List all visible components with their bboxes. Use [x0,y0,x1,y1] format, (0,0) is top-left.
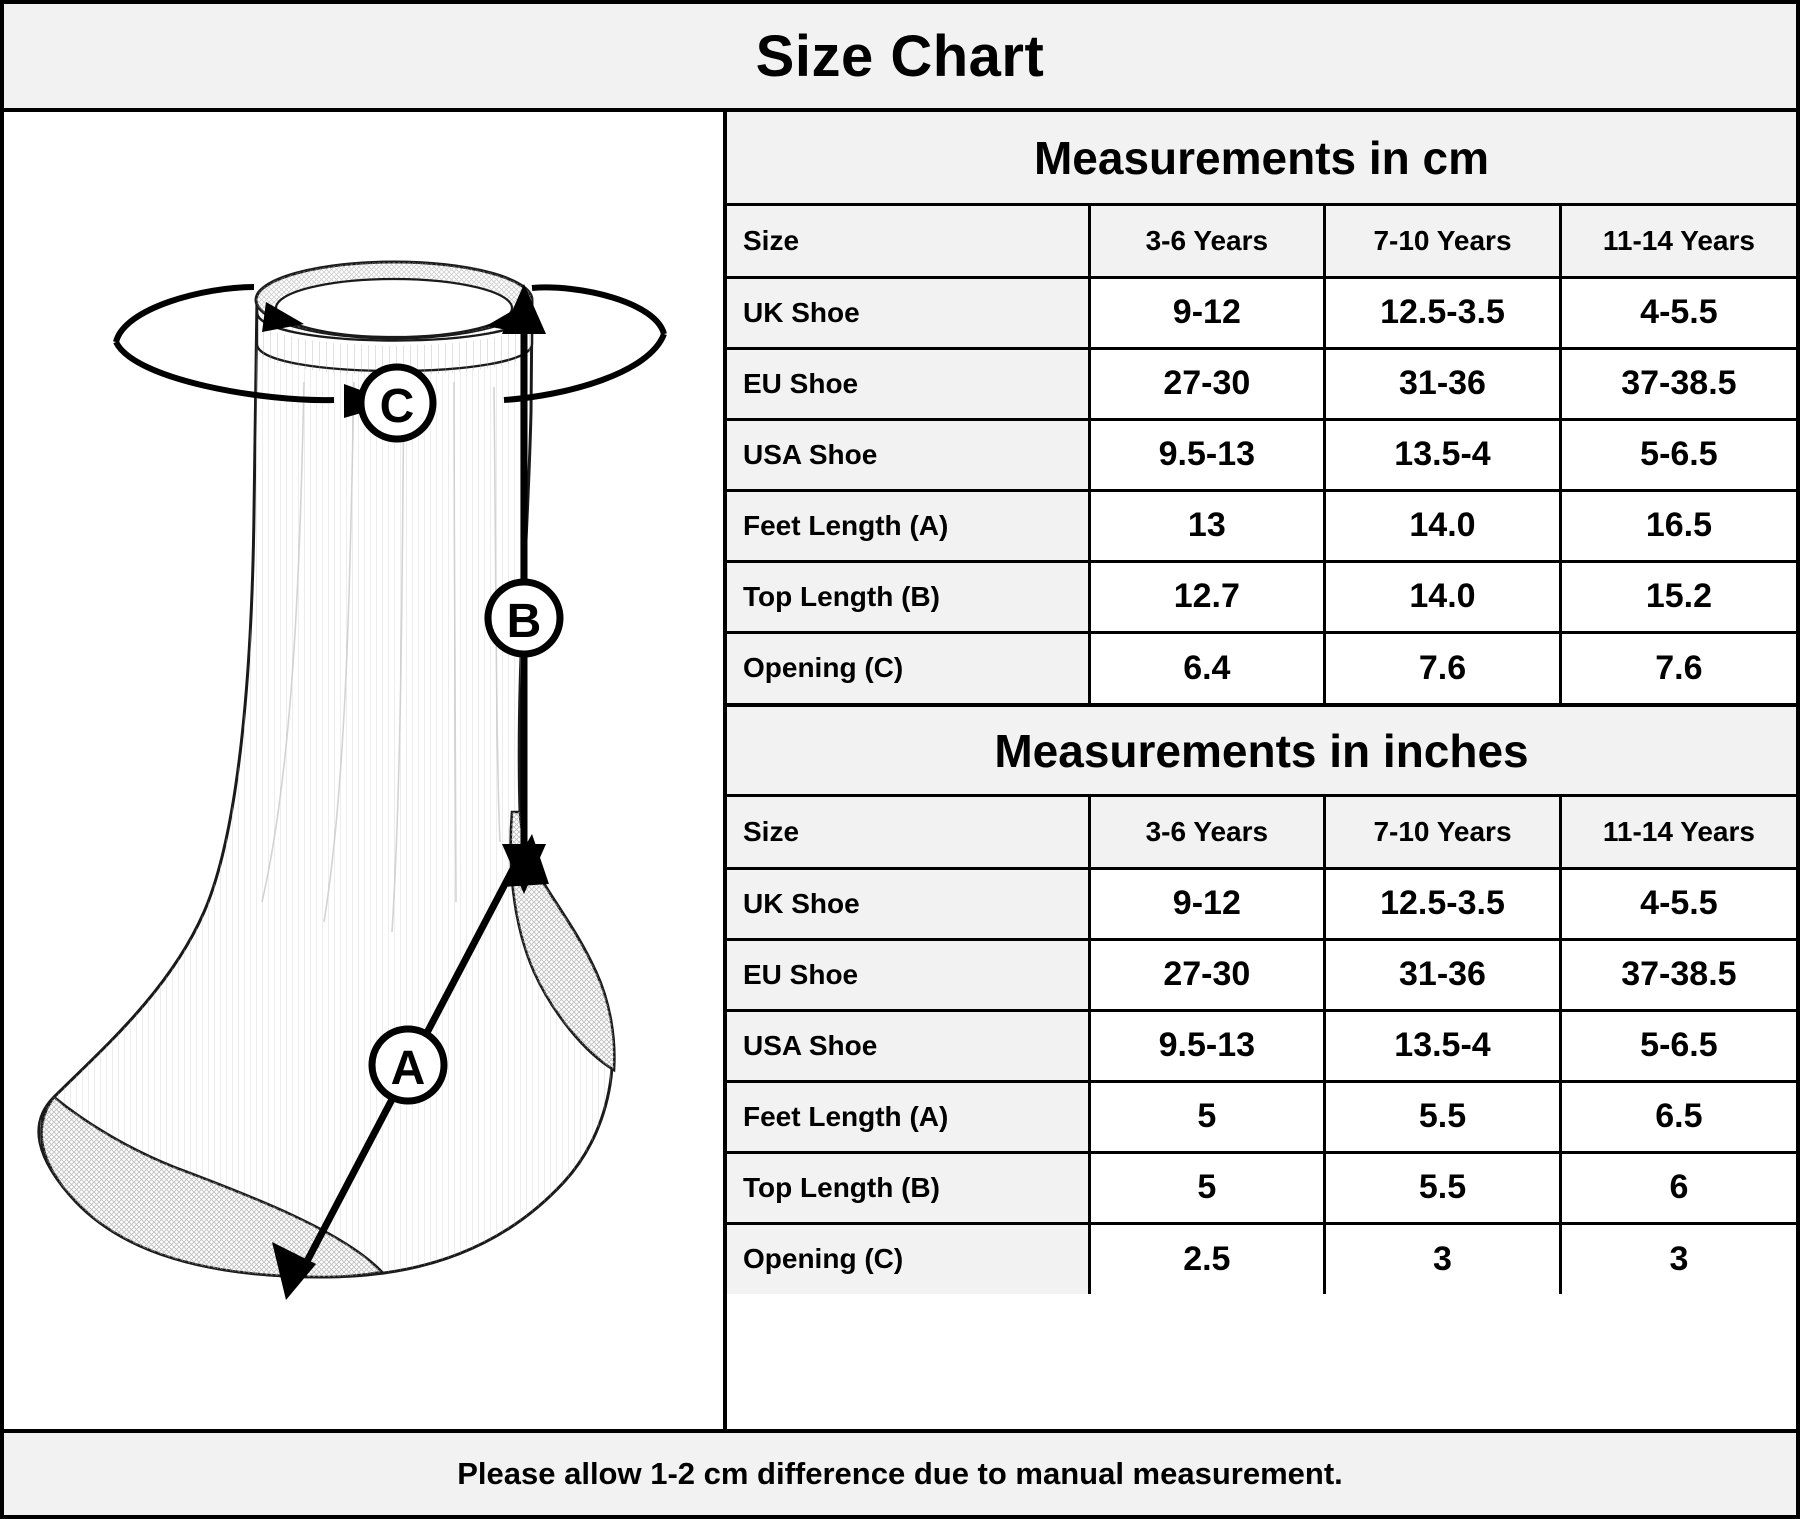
cell-value: 5-6.5 [1560,1010,1796,1081]
row-label: UK Shoe [727,868,1089,939]
table-row [727,797,1796,868]
row-label: EU Shoe [727,939,1089,1010]
table-row [727,1223,1796,1294]
table-row [727,632,1796,703]
cell-value: 5 [1089,1152,1325,1223]
row-label: UK Shoe [727,277,1089,348]
cell-value: 31-36 [1325,939,1561,1010]
row-label: Top Length (B) [727,561,1089,632]
cell-value: 31-36 [1325,348,1561,419]
chart-body [4,112,1796,1429]
cell-value: 6.5 [1560,1081,1796,1152]
cell-value: 37-38.5 [1560,348,1796,419]
row-label: Opening (C) [727,632,1089,703]
table-inches [727,797,1796,1294]
svg-text:C: C [379,380,415,433]
column-header-3-6: 3-6 Years [1089,797,1325,868]
cell-value: 37-38.5 [1560,939,1796,1010]
cell-value: 4-5.5 [1560,868,1796,939]
column-header-11-14: 11-14 Years [1560,206,1796,277]
row-label: Top Length (B) [727,1152,1089,1223]
cell-value: 9-12 [1089,868,1325,939]
cell-value: 12.7 [1089,561,1325,632]
sock-illustration [4,112,727,1429]
cell-value: 9-12 [1089,277,1325,348]
row-label: USA Shoe [727,419,1089,490]
cell-value: 9.5-13 [1089,419,1325,490]
column-header-7-10: 7-10 Years [1325,797,1561,868]
cell-value: 5.5 [1325,1152,1561,1223]
section-title-inches: Measurements in inches [994,724,1529,777]
column-header-3-6: 3-6 Years [1089,206,1325,277]
svg-text:B: B [506,595,542,648]
cell-value: 27-30 [1089,348,1325,419]
row-label: Size [727,206,1089,277]
measurement-tables [727,112,1796,1429]
marker-a-badge [372,1029,444,1101]
table-row [727,1152,1796,1223]
cell-value: 12.5-3.5 [1325,868,1561,939]
section-header-inches [727,703,1796,797]
table-row [727,868,1796,939]
row-label: EU Shoe [727,348,1089,419]
row-label: USA Shoe [727,1010,1089,1081]
svg-text:A: A [390,1042,426,1095]
sock-diagram-svg [4,112,727,1429]
cell-value: 14.0 [1325,490,1561,561]
cell-value: 7.6 [1560,632,1796,703]
cell-value: 5-6.5 [1560,419,1796,490]
table-row [727,277,1796,348]
cell-value: 5.5 [1325,1081,1561,1152]
marker-c-badge [361,367,433,439]
cell-value: 13.5-4 [1325,1010,1561,1081]
cell-value: 4-5.5 [1560,277,1796,348]
cell-value: 13 [1089,490,1325,561]
cell-value: 27-30 [1089,939,1325,1010]
cell-value: 6.4 [1089,632,1325,703]
table-row [727,1010,1796,1081]
cell-value: 15.2 [1560,561,1796,632]
cell-value: 5 [1089,1081,1325,1152]
table-cm [727,206,1796,703]
sock-cuff [256,262,532,375]
cell-value: 14.0 [1325,561,1561,632]
row-label: Feet Length (A) [727,490,1089,561]
footer-note: Please allow 1-2 cm difference due to manual measurement. [457,1456,1343,1491]
table-row [727,939,1796,1010]
cell-value: 9.5-13 [1089,1010,1325,1081]
row-label: Feet Length (A) [727,1081,1089,1152]
cell-value: 6 [1560,1152,1796,1223]
cell-value: 13.5-4 [1325,419,1561,490]
section-title-cm: Measurements in cm [1033,131,1490,184]
table-row [727,206,1796,277]
cell-value: 7.6 [1325,632,1561,703]
column-header-7-10: 7-10 Years [1325,206,1561,277]
table-row [727,419,1796,490]
cell-value: 3 [1325,1223,1561,1294]
section-header-cm [727,112,1796,206]
table-row [727,561,1796,632]
marker-b-badge [488,582,560,654]
column-header-11-14: 11-14 Years [1560,797,1796,868]
row-label: Size [727,797,1089,868]
table-row [727,348,1796,419]
row-label: Opening (C) [727,1223,1089,1294]
footer-note-bar [4,1429,1796,1515]
cell-value: 12.5-3.5 [1325,277,1561,348]
cell-value: 16.5 [1560,490,1796,561]
cell-value: 2.5 [1089,1223,1325,1294]
table-row [727,1081,1796,1152]
table-row [727,490,1796,561]
cell-value: 3 [1560,1223,1796,1294]
page-title: Size Chart [755,23,1045,89]
page-title-bar [4,4,1796,112]
